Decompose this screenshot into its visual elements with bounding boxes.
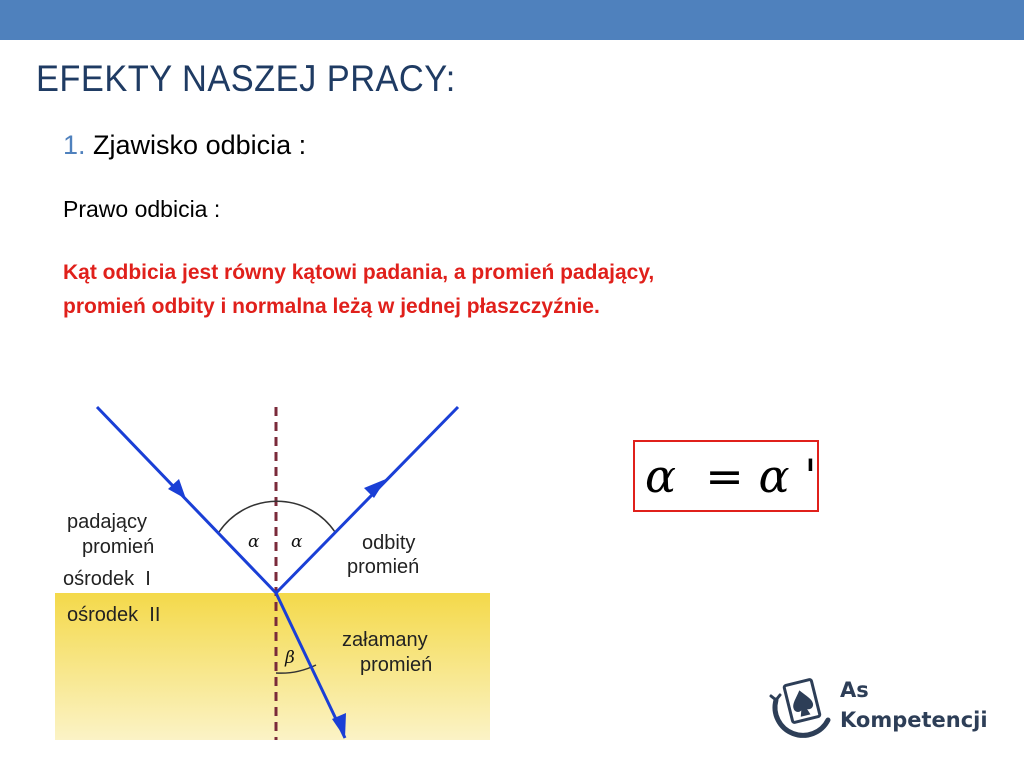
formula-text: α = α ' [645, 449, 832, 503]
incident-ray [97, 407, 276, 593]
top-bar [0, 0, 1024, 40]
reflection-diagram [55, 405, 490, 740]
medium-1-label: ośrodek I [63, 568, 151, 590]
reflected-arrow-icon [364, 479, 386, 498]
as-kompetencji-logo [768, 670, 998, 746]
law-statement [63, 256, 923, 324]
law-line-2: promień odbity i normalna leżą w jednej płaszczyźnie. [63, 295, 600, 318]
formula-box [633, 440, 832, 512]
medium-2-label: ośrodek II [67, 604, 161, 626]
slide-title: EFEKTY NASZEJ PRACY: [36, 58, 456, 99]
incident-label-1: padający [67, 511, 148, 533]
refracted-label-2: promień [360, 654, 433, 676]
incident-label-2: promień [82, 536, 155, 558]
logo-line-1: As [840, 678, 869, 702]
refracted-label-1: załamany [342, 629, 428, 651]
angle-incidence-label: α [248, 532, 260, 552]
subheading: Prawo odbicia : [63, 196, 221, 222]
law-line-1: Kąt odbicia jest równy kątowi padania, a promień padający, [63, 261, 655, 284]
reflected-label-2: promień [347, 556, 420, 578]
angle-reflection-label: α [291, 532, 303, 552]
heading-text: Zjawisko odbicia : [93, 130, 307, 160]
spade-card-icon [768, 670, 836, 746]
logo-line-2: Kompetencji [840, 708, 988, 732]
angle-refraction-label: β [285, 648, 295, 668]
heading-number: 1. [63, 130, 86, 160]
section-heading [63, 130, 306, 161]
reflected-label-1: odbity [362, 532, 416, 554]
